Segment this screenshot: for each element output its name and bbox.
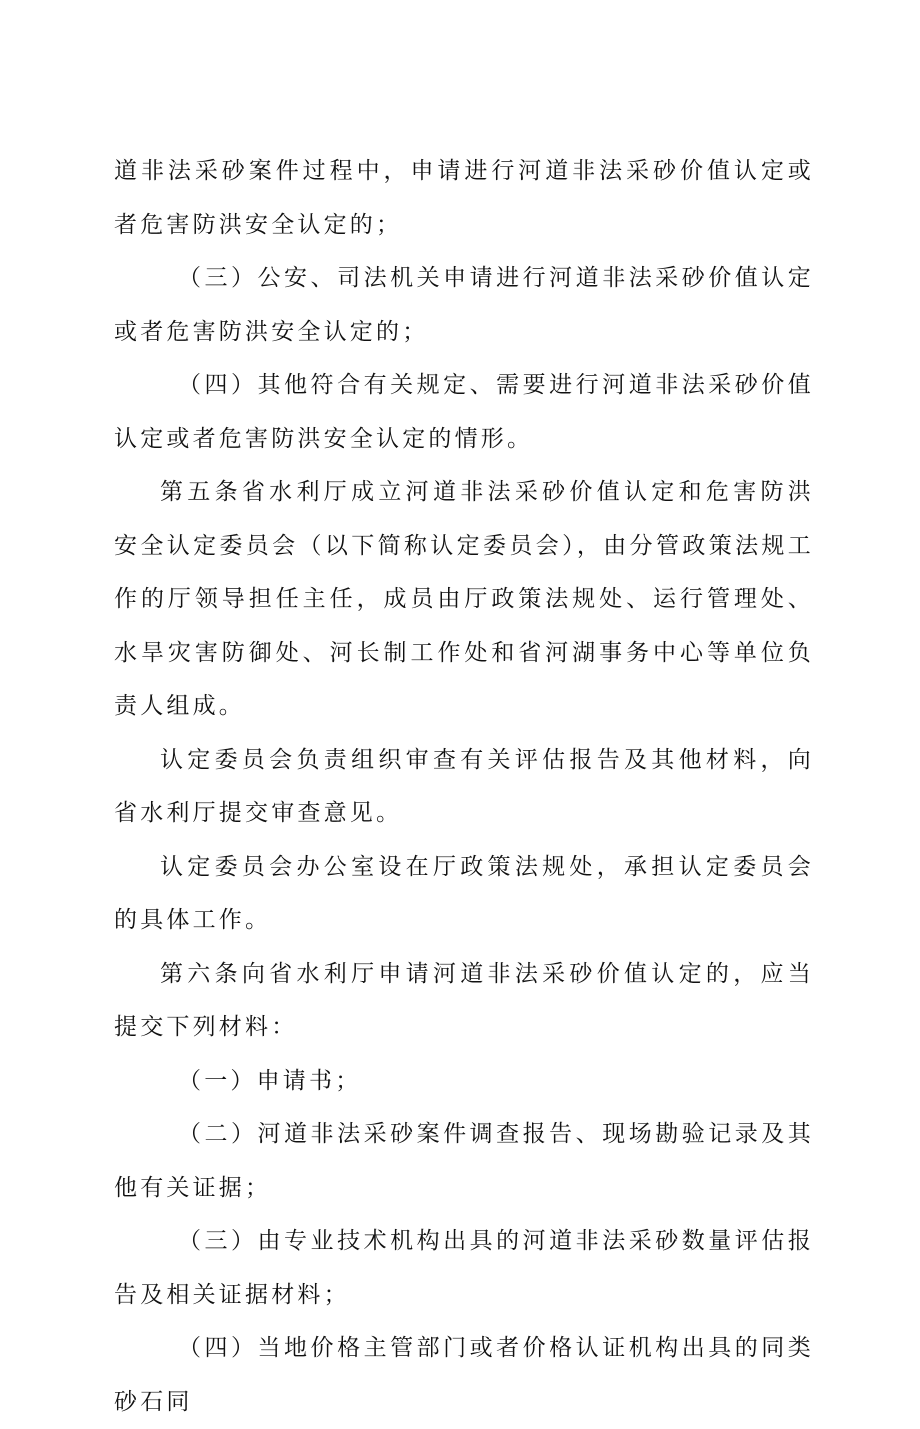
paragraph-item-3-public-security: （三）公安、司法机关申请进行河道非法采砂价值认定或者危害防洪安全认定的； bbox=[114, 265, 814, 345]
paragraph-committee-duty: 认定委员会负责组织审查有关评估报告及其他材料，向省水利厅提交审查意见。 bbox=[114, 746, 814, 826]
paragraph-material-2: （二）河道非法采砂案件调查报告、现场勘验记录及其他有关证据； bbox=[114, 1121, 814, 1201]
paragraph-material-4: （四）当地价格主管部门或者价格认证机构出具的同类砂石同 bbox=[114, 1335, 814, 1415]
document-body bbox=[114, 145, 814, 1429]
paragraph-material-1: （一）申请书； bbox=[178, 1067, 362, 1094]
paragraph-item-4-other-cases: （四）其他符合有关规定、需要进行河道非法采砂价值认定或者危害防洪安全认定的情形。 bbox=[114, 372, 814, 452]
paragraph-article-6: 第六条向省水利厅申请河道非法采砂价值认定的，应当提交下列材料： bbox=[114, 960, 814, 1040]
paragraph-material-3: （三）由专业技术机构出具的河道非法采砂数量评估报告及相关证据材料； bbox=[114, 1228, 814, 1308]
paragraph-article-5: 第五条省水利厅成立河道非法采砂价值认定和危害防洪安全认定委员会（以下简称认定委员会），由分管政策法规工作的厅领导担任主任，成员由厅政策法规处、运行管理处、水旱灾害防御处、河长制工作处和省河湖事务中心等单位负责人组成。 bbox=[114, 479, 814, 719]
paragraph-committee-office: 认定委员会办公室设在厅政策法规处，承担认定委员会的具体工作。 bbox=[114, 853, 814, 933]
paragraph-continuation: 道非法采砂案件过程中，申请进行河道非法采砂价值认定或者危害防洪安全认定的； bbox=[114, 158, 814, 238]
